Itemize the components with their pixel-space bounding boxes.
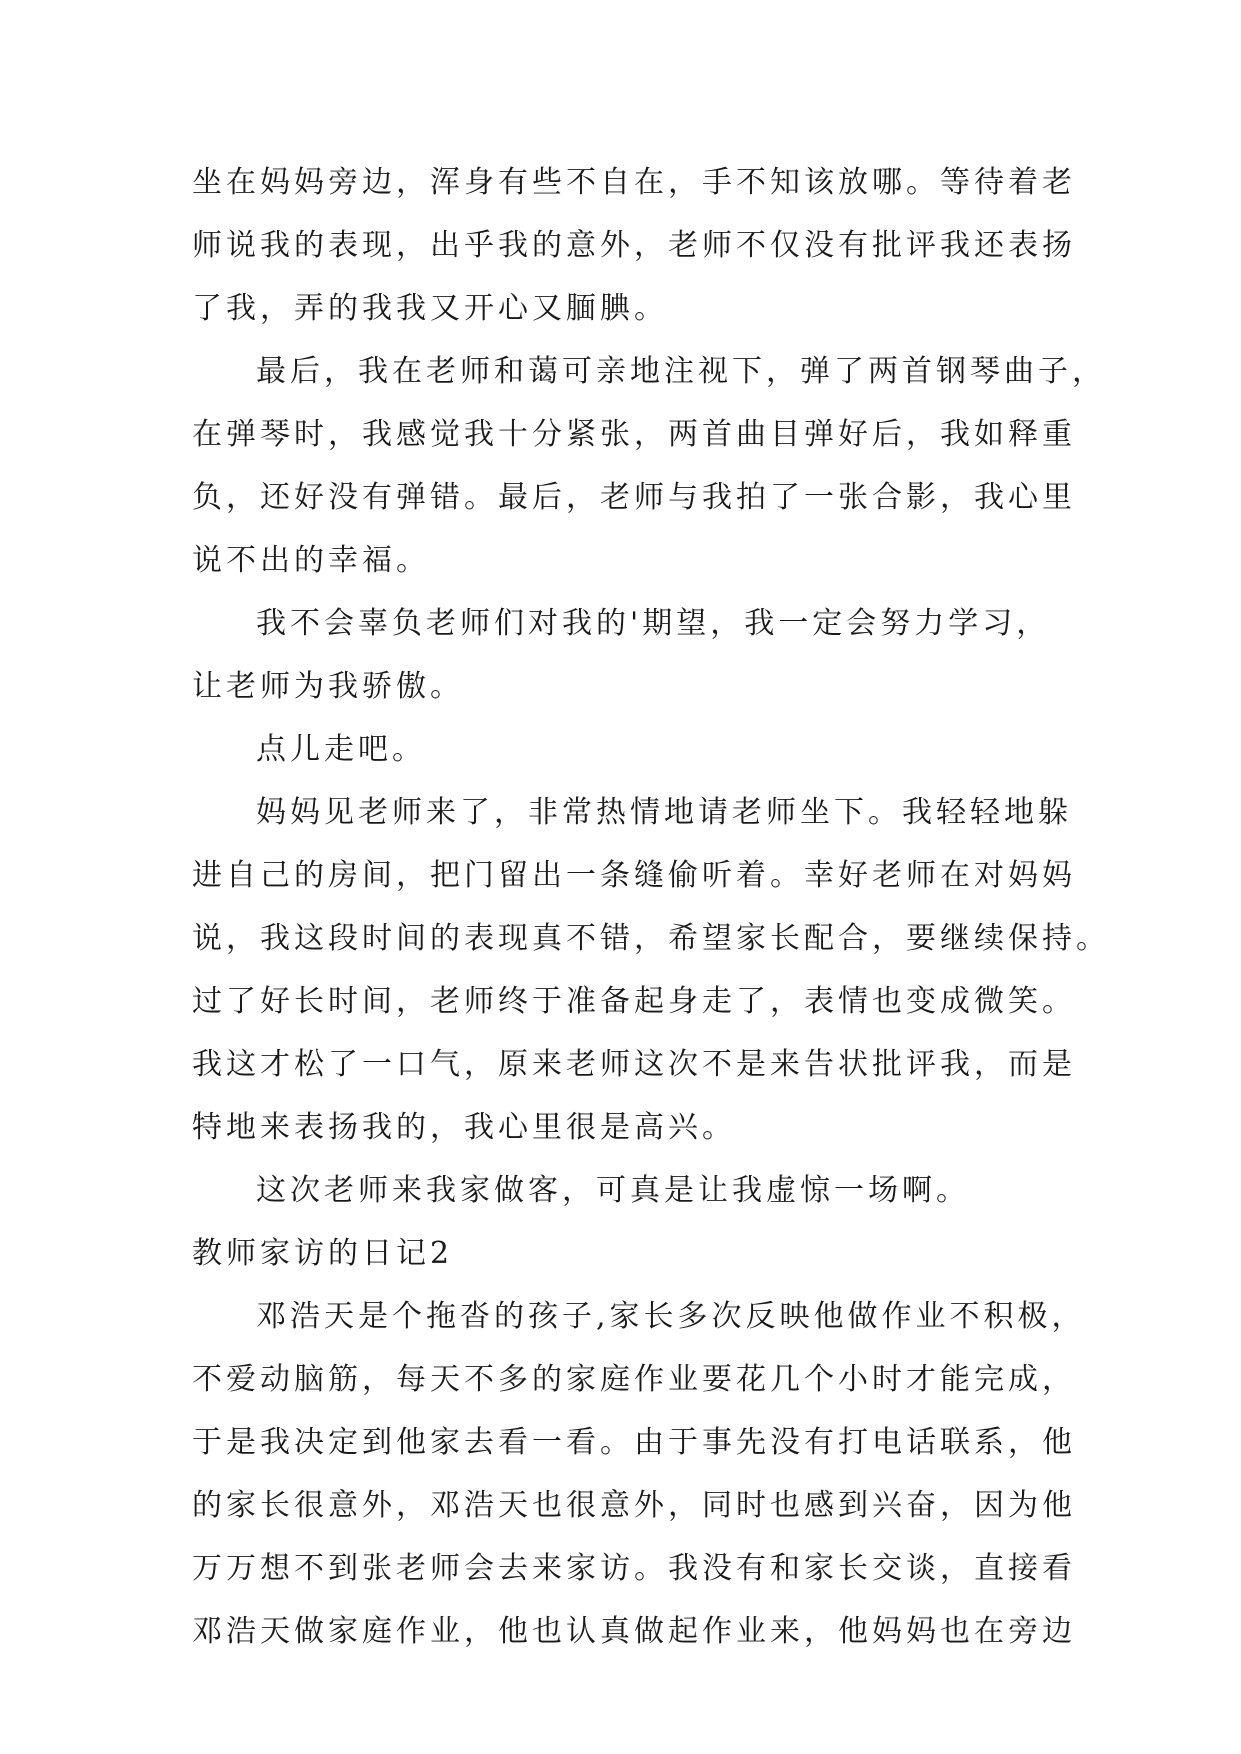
text-line: 师说我的表现，出乎我的意外，老师不仅没有批评我还表扬 [192, 228, 1076, 263]
text-line: 邓浩天做家庭作业，他也认真做起作业来，他妈妈也在旁边 [192, 1614, 1076, 1649]
paragraph-start-line: 我不会辜负老师们对我的'期望，我一定会努力学习， [256, 606, 1051, 641]
paragraph-start-line: 最后，我在老师和蔼可亲地注视下，弹了两首钢琴曲子， [256, 354, 1106, 389]
text-line: 过了好长时间，老师终于准备起身走了，表情也变成微笑。 [192, 984, 1076, 1019]
text-line: 不爱动脑筋，每天不多的家庭作业要花几个小时才能完成， [192, 1362, 1076, 1397]
text-line: 说不出的幸福。 [192, 543, 430, 578]
paragraph-start-line: 这次老师来我家做客，可真是让我虚惊一场啊。 [256, 1173, 970, 1208]
text-line: 负，还好没有弹错。最后，老师与我拍了一张合影，我心里 [192, 480, 1076, 515]
text-line: 进自己的房间，把门留出一条缝偷听着。幸好老师在对妈妈 [192, 858, 1076, 893]
text-line: 让老师为我骄傲。 [192, 669, 464, 704]
text-line: 了我，弄的我我又开心又腼腆。 [192, 291, 668, 326]
paragraph-start-line: 邓浩天是个拖沓的孩子,家长多次反映他做作业不积极， [256, 1299, 1086, 1334]
text-line: 在弹琴时，我感觉我十分紧张，两首曲目弹好后，我如释重 [192, 417, 1076, 452]
text-line: 的家长很意外，邓浩天也很意外，同时也感到兴奋，因为他 [192, 1488, 1076, 1523]
text-line: 我这才松了一口气，原来老师这次不是来告状批评我，而是 [192, 1047, 1076, 1082]
text-line: 万万想不到张老师会去来家访。我没有和家长交谈，直接看 [192, 1551, 1076, 1586]
paragraph-start-line: 点儿走吧。 [256, 732, 426, 767]
text-line: 特地来表扬我的，我心里很是高兴。 [192, 1110, 736, 1145]
section-heading: 教师家访的日记2 [192, 1236, 454, 1271]
text-line: 于是我决定到他家去看一看。由于事先没有打电话联系，他 [192, 1425, 1076, 1460]
text-line: 坐在妈妈旁边，浑身有些不自在，手不知该放哪。等待着老 [192, 165, 1076, 200]
paragraph-start-line: 妈妈见老师来了，非常热情地请老师坐下。我轻轻地躲 [256, 795, 1072, 830]
text-line: 说，我这段时间的表现真不错，希望家长配合，要继续保持。 [192, 921, 1110, 956]
